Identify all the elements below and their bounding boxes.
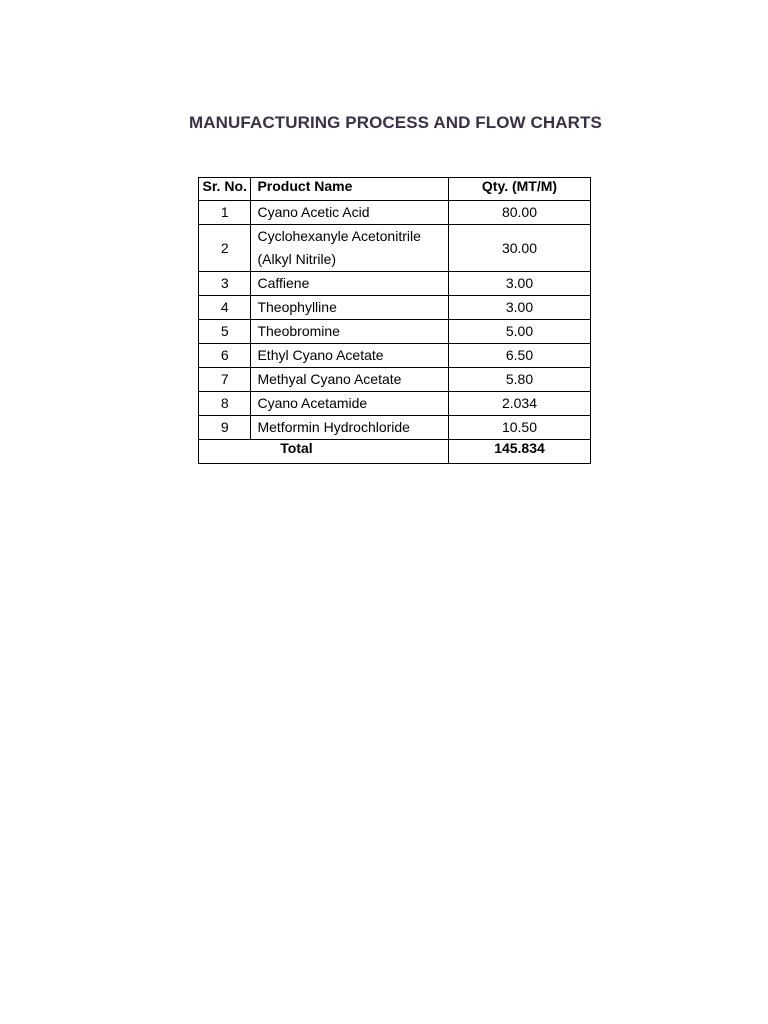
cell-product-name: Caffiene [251,272,449,296]
total-row [199,440,591,464]
cell-product-name: Theobromine [251,320,449,344]
cell-sr-no: 8 [199,392,251,416]
cell-sr-no: 9 [199,416,251,440]
cell-product-name: Cyano Acetic Acid [251,201,449,225]
product-name-line-2: (Alkyl Nitrile) [257,251,337,267]
cell-sr-no: 1 [199,201,251,225]
cell-product-name: Theophylline [251,296,449,320]
cell-product-name [251,225,449,272]
cell-qty: 2.034 [449,392,591,416]
product-name-line-1: Cyclohexanyle Acetonitrile [257,228,421,244]
table-row [199,368,591,392]
cell-qty: 3.00 [449,296,591,320]
table-row [199,272,591,296]
table-header-row [199,178,591,201]
cell-product-name: Ethyl Cyano Acetate [251,344,449,368]
table-row [199,320,591,344]
cell-qty: 6.50 [449,344,591,368]
product-table [198,177,591,464]
total-label: Total [199,440,449,464]
cell-qty: 30.00 [449,225,591,272]
cell-sr-no: 3 [199,272,251,296]
cell-qty: 5.00 [449,320,591,344]
total-value: 145.834 [449,440,591,464]
header-product-name: Product Name [251,178,449,201]
cell-qty: 5.80 [449,368,591,392]
cell-sr-no: 7 [199,368,251,392]
cell-product-name: Metformin Hydrochloride [251,416,449,440]
table-row [199,296,591,320]
cell-product-name: Cyano Acetamide [251,392,449,416]
cell-sr-no: 6 [199,344,251,368]
table-row [199,225,591,272]
header-sr-no: Sr. No. [199,178,251,201]
cell-qty: 80.00 [449,201,591,225]
table-row [199,392,591,416]
cell-qty: 3.00 [449,272,591,296]
cell-sr-no: 4 [199,296,251,320]
page-title: MANUFACTURING PROCESS AND FLOW CHARTS [189,113,602,132]
header-qty: Qty. (MT/M) [449,178,591,201]
table-row [199,416,591,440]
table-row [199,344,591,368]
cell-sr-no: 5 [199,320,251,344]
cell-qty: 10.50 [449,416,591,440]
table-row [199,201,591,225]
cell-sr-no: 2 [199,225,251,272]
cell-product-name: Methyal Cyano Acetate [251,368,449,392]
